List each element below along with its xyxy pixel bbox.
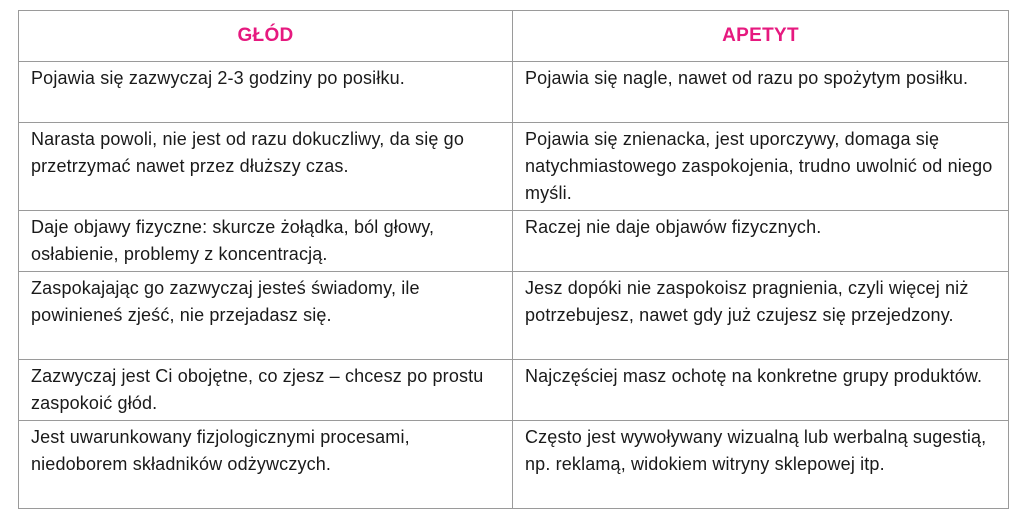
glod-cell: Jest uwarunkowany fizjologicznymi procesami, niedoborem składników odżywczych. [19,421,513,509]
comparison-table-wrapper [18,10,1008,509]
comparison-table [18,10,1009,509]
glod-cell: Zaspokajając go zazwyczaj jesteś świadomy, ile powinieneś zjeść, nie przejadasz się. [19,272,513,360]
apetyt-cell: Jesz dopóki nie zaspokoisz pragnienia, czyli więcej niż potrzebujesz, nawet gdy już czujesz się przejedzony. [513,272,1009,360]
apetyt-cell: Raczej nie daje objawów fizycznych. [513,211,1009,272]
apetyt-cell: Pojawia się znienacka, jest uporczywy, domaga się natychmiastowego zaspokojenia, trudno uwolnić od niego myśli. [513,123,1009,211]
apetyt-cell: Często jest wywoływany wizualną lub werbalną sugestią, np. reklamą, widokiem witryny sklepowej itp. [513,421,1009,509]
table-header-row [19,11,1009,62]
glod-cell: Pojawia się zazwyczaj 2-3 godziny po posiłku. [19,62,513,123]
table-row [19,272,1009,360]
table-row [19,62,1009,123]
glod-cell: Daje objawy fizyczne: skurcze żołądka, ból głowy, osłabienie, problemy z koncentracją. [19,211,513,272]
table-row [19,123,1009,211]
header-apetyt: APETYT [513,11,1009,62]
apetyt-cell: Pojawia się nagle, nawet od razu po spożytym posiłku. [513,62,1009,123]
table-row [19,421,1009,509]
glod-cell: Narasta powoli, nie jest od razu dokuczliwy, da się go przetrzymać nawet przez dłuższy czas. [19,123,513,211]
header-glod: GŁÓD [19,11,513,62]
table-row [19,360,1009,421]
table-row [19,211,1009,272]
glod-cell: Zazwyczaj jest Ci obojętne, co zjesz – chcesz po prostu zaspokoić głód. [19,360,513,421]
apetyt-cell: Najczęściej masz ochotę na konkretne grupy produktów. [513,360,1009,421]
